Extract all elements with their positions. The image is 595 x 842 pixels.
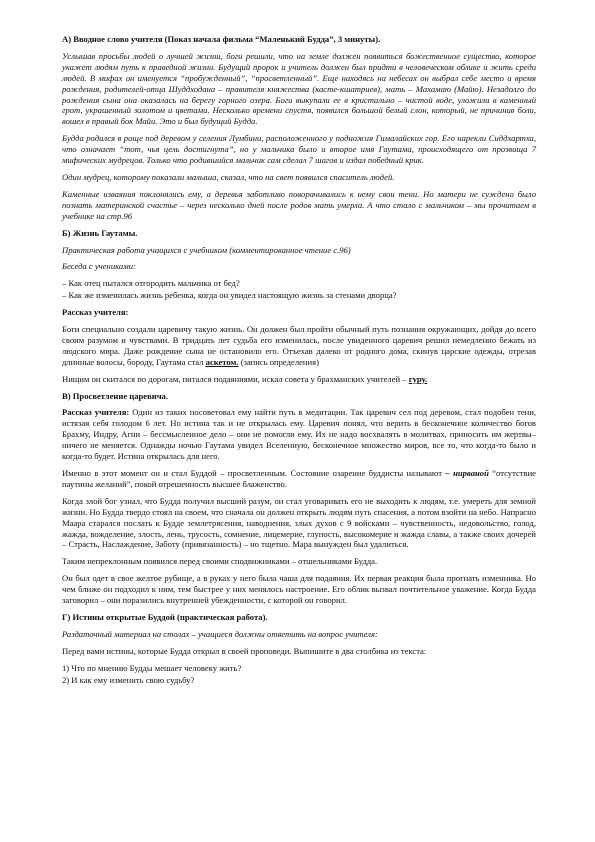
section-d-question-1: 1) Что по мнению Будды мешает человеку жить?: [62, 662, 242, 673]
section-b-conversation-label: Беседа с учениками:: [62, 261, 136, 272]
section-d-task: Перед вами истины, которые Будда открыл в своей проповеди. Выпишите в два столбика из текста:: [62, 645, 427, 656]
guru-text: Нищим он скитался по дорогам, питался подаяниями, искал совета у брахманских учителей –: [62, 373, 409, 384]
section-c-paragraph-3: Когда злой бог узнал, что Будда получил высший разум, он стал уговаривать его не выходить к людям, т.е. умереть для земной жизни. Но Будда твердо стоял на своем, что сначала он должен открыть людям путь спасения, а потом взойти на небо. Напрасно Маара старался послать к Будде землетрясения, наводнения, злых духов с 9 войсками – чувственность, недовольство, голод, жажда, вожделение, злость, лень, трусость, сомнение, лицемерие, глупость, высокомерие и жажда славы, а также своих дочерей – Страсть, Наслаждение, Заботу (привязанность) – но тщетно. Мара вынужден был удалиться.: [62, 495, 536, 550]
story-note: (запись определения): [238, 356, 319, 367]
section-a-heading: А) Вводное слово учителя (Показ начала фильма “Маленький Будда”, 3 минуты).: [62, 34, 381, 44]
teacher-story-label: Рассказ учителя:: [62, 407, 130, 418]
section-a-paragraph-2: Будда родился в роще под деревом у селения Лумбини, расположенного у подножия Гималайских гор. Его нарекли Сиддхартха, что означает “тот, чья цель достигнута”, но у мальчика было и второе имя Гаутама, происходящего от прозвища 7 мифических мудрецов. Только что родившийся мальчик сам сделал 7 шагов и издал победный крик.: [62, 133, 536, 166]
section-d-question-2: 2) И как ему изменить свою судьбу?: [62, 674, 195, 685]
paragraph-text: Один из таких посоветовал ему найти путь в медитации. Так царевич сел под деревом, стал подобен тени, истязая себя голодом 6 лет. Но истина так и не открылась ему. Царевич понял, что верить в бесконечное количество богов Брахму, Индру, Агни – бессмысленное дело – они не помогли ему. Их не надо восхвалять в молитвах, приносить им жертвы– ничего не меняется. Однажды ночью Гаутама увидел Вселенную, бесконечное множество миров, все то, что когда-то было и когда-то будет. Истина открылась для него.: [62, 407, 536, 462]
term-ascetic: аскетом.: [205, 356, 239, 367]
section-c-paragraph-5: Он был одет в свое желтое рубище, а в руках у него была чаша для подаяния. Их первая реакция была прогнать изменника. Но чем ближе он подходил к ним, тем быстрее у них менялось настроение. Его облик вызвал почтительное уважение. Когда Будда заговорил – они поразились внутренней убежденности, с которой он говорил.: [62, 573, 536, 606]
section-c-paragraph-1: [62, 407, 536, 462]
section-b-heading: Б) Жизнь Гаутамы.: [62, 227, 138, 238]
section-a-paragraph-1: Услышав просьбы людей о лучшей жизни, боги решили, что на земле должен появиться божественное существо, которое укажет людям путь к праведной жизни. Будущий пророк и учитель должен был придти в человеческом облике и жить среди людей. В мифах он именуется “пробужденный”, “просветленный”. Еще находясь на небесах он выбрал себе место и время рождения, родителей-отца Шуддходана – правителя княжества (касте-кшатриев), мать – Махамаю (Майю). Незадолго до рождения сына она оказалась на берегу горного озера. Боги выкупали ее в кристально – чистой воде, уложили в каменный грот, украшенный золотом и цветами. Несколько времени спустя, появился большой белый слон, который, не причинив боли, вошел в правый бок Майи. Это и был будущий Будда.: [62, 50, 536, 127]
section-a-paragraph-4: Каменные изваяния поклонялись ему, а деревья заботливо поворачивались к нему свои тени. Но матери не суждено было познать материнской счастье – через несколько дней после родов мать умерла. А что стало с мальчиком – мы прочитаем в учебнике на стр.96: [62, 188, 536, 221]
term-nirvana: – нирваной: [445, 468, 489, 478]
nirvana-definition: “отсутствие паутины желаний”, покой отрешенность высшее блаженство.: [62, 468, 536, 489]
section-d-handout: Раздаточный материал на столах – учащиеся должны ответить на вопрос учителя:: [62, 628, 378, 639]
section-b-teacher-story: [62, 324, 536, 368]
section-b-paragraph-guru: [62, 374, 536, 385]
section-b-practical-work: Практическая работа учащихся с учебником (комментированное чтение с.96): [62, 244, 351, 255]
section-c-heading: В) Просветление царевича.: [62, 390, 169, 401]
section-b-teacher-story-heading: Рассказ учителя:: [62, 307, 129, 318]
section-c-paragraph-nirvana: [62, 468, 536, 490]
story-text: Боги специально создали царевичу такую жизнь. Он должен был пройти обычный путь познания окружающих, дойдя до всего своим разумом и чувствами. В тридцать лет судьба его изменилась, после увиденного царевич решил немедленно бежать из людского мира. Даже рождение сына не остановило его. Отъехав далеко от родного дома, скинув царские одежды, отрезав длинные волосы, бороду, Гаутама стал: [62, 324, 536, 367]
section-c-paragraph-4: Таким непреклонным появился перед своими сподвижниками – отшельниками Будда.: [62, 556, 378, 567]
nirvana-text: Именно в этот момент он и стал Буддой – просветленным. Состояние озарение буддисты называют: [62, 468, 446, 478]
term-guru: гуру.: [408, 373, 428, 384]
section-b-question-1: – Как отец пытался отгородить мальчика от бед?: [62, 278, 240, 289]
section-b-question-2: – Как же изменилась жизнь ребенка, когда он увидел настоящую жизнь за стенами дворца?: [62, 290, 397, 301]
section-d-heading: Г) Истины открытые Буддой (практическая работа).: [62, 611, 268, 622]
document-page: [62, 34, 536, 692]
section-a-paragraph-3: Один мудрец, которому показали малыша, сказал, что на свет появился спаситель людей.: [62, 171, 395, 182]
